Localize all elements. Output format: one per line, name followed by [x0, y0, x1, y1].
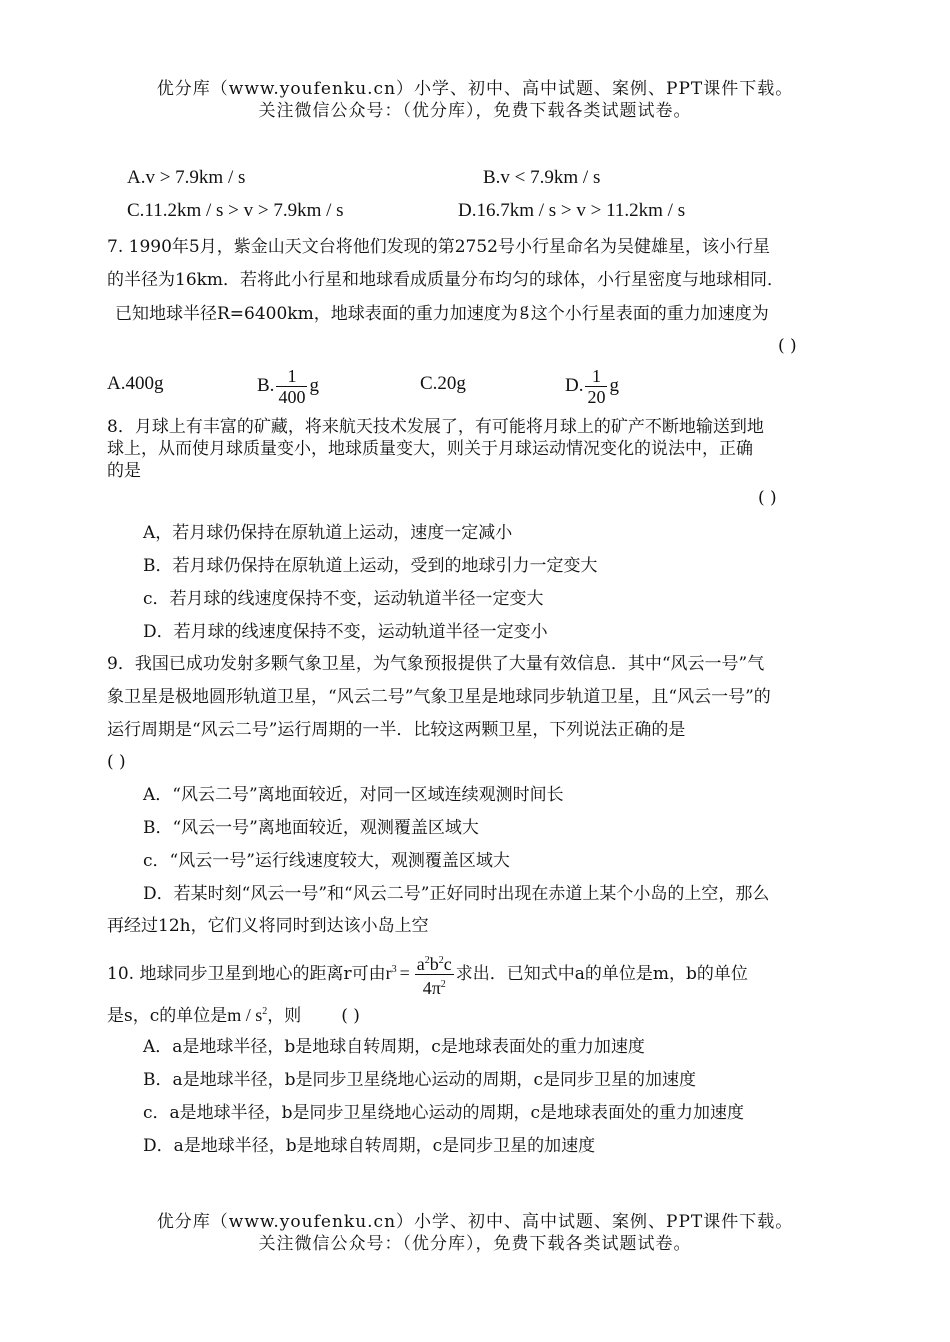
q7-option-b-fraction — [276, 366, 307, 407]
q10-formula-eq: = — [399, 963, 410, 983]
q9-option-d-line-1: D．若某时刻“风云一号”和“风云二号”正好同时出现在赤道上某个小岛的上空，那么 — [143, 884, 770, 904]
footer-line-2: 关注微信公众号：（优分库），免费下载各类试题试卷。 — [258, 1234, 692, 1254]
q10-formula-pi-exp: 2 — [440, 979, 446, 990]
q7-option-c: C.20g — [420, 373, 466, 394]
q8-option-d: D．若月球的线速度保持不变，运动轨道半径一定变小 — [143, 622, 548, 642]
q10-answer-bracket: ( ) — [341, 1006, 360, 1026]
q10-formula-a: a — [416, 954, 425, 974]
q10-formula-denominator — [415, 975, 454, 998]
q7-option-b-denominator: 400 — [278, 387, 306, 408]
header-line-2: 关注微信公众号：（优分库），免费下载各类试题试卷。 — [258, 101, 692, 121]
q10-option-a: A．a是地球半径，b是地球自转周期，c是地球表面处的重力加速度 — [143, 1037, 645, 1057]
q10-formula-fraction — [415, 951, 454, 998]
q8-line-2: 球上，从而使月球质量变小，地球质量变大，则关于月球运动情况变化的说法中，正确 — [107, 439, 753, 459]
q9-option-a: A．“风云二号”离地面较近，对同一区域连续观测时间长 — [143, 785, 564, 805]
q7-option-d-label: D. — [565, 375, 584, 396]
q10-formula-c: c — [443, 954, 452, 974]
q7-option-d — [565, 358, 619, 414]
q10-unit-exp: 2 — [262, 1006, 268, 1017]
q7-option-d-numerator: 1 — [585, 366, 607, 387]
q7-option-d-denominator: 20 — [587, 387, 606, 408]
q9-option-c: c．“风云一号”运行线速度较大，观测覆盖区域大 — [143, 851, 510, 871]
q10-formula-b-exp: 2 — [438, 955, 444, 966]
q10-line-1-pre: 10. 地球同步卫星到地心的距离r可由 — [107, 964, 386, 984]
q9-option-b: B．“风云一号”离地面较近，观测覆盖区域大 — [143, 818, 479, 838]
q10-unit-base: m / s — [227, 1005, 263, 1025]
q10-formula-lhs — [386, 963, 413, 983]
q8-line-1: 8．月球上有丰富的矿藏，将来航天技术发展了，有可能将月球上的矿产不断地输送到地 — [107, 417, 764, 437]
q8-option-c: c．若月球的线速度保持不变，运动轨道半径一定变大 — [143, 589, 544, 609]
q10-line-2-post: ，则 — [267, 1006, 302, 1026]
q8-answer-bracket: ( ) — [758, 488, 777, 508]
q9-line-1: 9．我国已成功发射多颗气象卫星，为气象预报提供了大量有效信息．其中“风云一号”气 — [107, 654, 765, 674]
q10-formula-r: r — [385, 963, 392, 983]
q7-option-b — [257, 358, 319, 414]
q7-option-d-fraction — [585, 366, 607, 407]
q10-formula-numerator — [415, 951, 454, 975]
q10-option-d: D．a是地球半径，b是地球自转周期，c是同步卫星的加速度 — [143, 1136, 596, 1156]
q7-line-2: 的半径为16km．若将此小行星和地球看成质量分布均匀的球体，小行星密度与地球相同． — [107, 270, 785, 290]
q10-line-2 — [107, 1000, 360, 1028]
q6-option-a: A.v > 7.9km / s — [127, 167, 246, 188]
q7-option-d-unit: g — [609, 375, 619, 396]
q10-formula-a-exp: 2 — [424, 955, 430, 966]
q7-answer-bracket: ( ) — [778, 336, 797, 356]
footer-line-1: 优分库（www.youfenku.cn）小学、初中、高中试题、案例、PPT课件下载。 — [156, 1212, 794, 1232]
header-line-1: 优分库（www.youfenku.cn）小学、初中、高中试题、案例、PPT课件下载。 — [156, 79, 794, 99]
q6-option-c: C.11.2km / s > v > 7.9km / s — [127, 200, 344, 221]
q7-line-1: 7. 1990年5月，紫金山天文台将他们发现的第2752号小行星命名为吴健雄星，该小行星 — [107, 237, 770, 257]
q10-formula-4pi: 4π — [422, 978, 441, 998]
q10-unit — [227, 1005, 267, 1025]
q7-option-b-label: B. — [257, 375, 275, 396]
q7-option-b-unit: g — [309, 375, 319, 396]
q10-formula-r-exp: 3 — [391, 964, 397, 975]
q10-option-c: c．a是地球半径，b是同步卫星绕地心运动的周期，c是地球表面处的重力加速度 — [143, 1103, 745, 1123]
q7-line-3-pre: 已知地球半径R=6400km，地球表面的重力加速度为 — [115, 304, 518, 324]
q7-g-symbol: g — [519, 299, 529, 319]
q7-option-a: A.400g — [107, 373, 164, 394]
q10-line-1-post: 求出．已知式中a的单位是m，b的单位 — [455, 964, 748, 984]
q6-option-b: B.v < 7.9km / s — [483, 167, 601, 188]
q9-answer-bracket: ( ) — [107, 752, 126, 772]
q9-option-d-line-2: 再经过12h，它们义将同时到达该小岛上空 — [107, 916, 429, 936]
q8-option-a: A，若月球仍保持在原轨道上运动，速度一定减小 — [143, 523, 513, 543]
q7-option-b-numerator: 1 — [276, 366, 307, 387]
q9-line-3: 运行周期是“风云二号”运行周期的一半．比较这两颗卫星，下列说法正确的是 — [107, 720, 686, 740]
q7-line-3 — [115, 301, 769, 326]
q10-option-b: B．a是地球半径，b是同步卫星绕地心运动的周期，c是同步卫星的加速度 — [143, 1070, 697, 1090]
q8-line-3: 的是 — [107, 461, 141, 481]
q10-line-2-pre: 是s，c的单位是 — [107, 1006, 228, 1026]
q7-line-3-post: 这个小行星表面的重力加速度为 — [530, 304, 769, 324]
q10-formula-b: b — [429, 954, 439, 974]
q10-line-1 — [107, 942, 748, 1002]
q8-option-b: B．若月球仍保持在原轨道上运动，受到的地球引力一定变大 — [143, 556, 598, 576]
q6-option-d: D.16.7km / s > v > 11.2km / s — [458, 200, 686, 221]
q9-line-2: 象卫星是极地圆形轨道卫星，“风云二号”气象卫星是地球同步轨道卫星，且“风云一号”的 — [107, 687, 771, 707]
